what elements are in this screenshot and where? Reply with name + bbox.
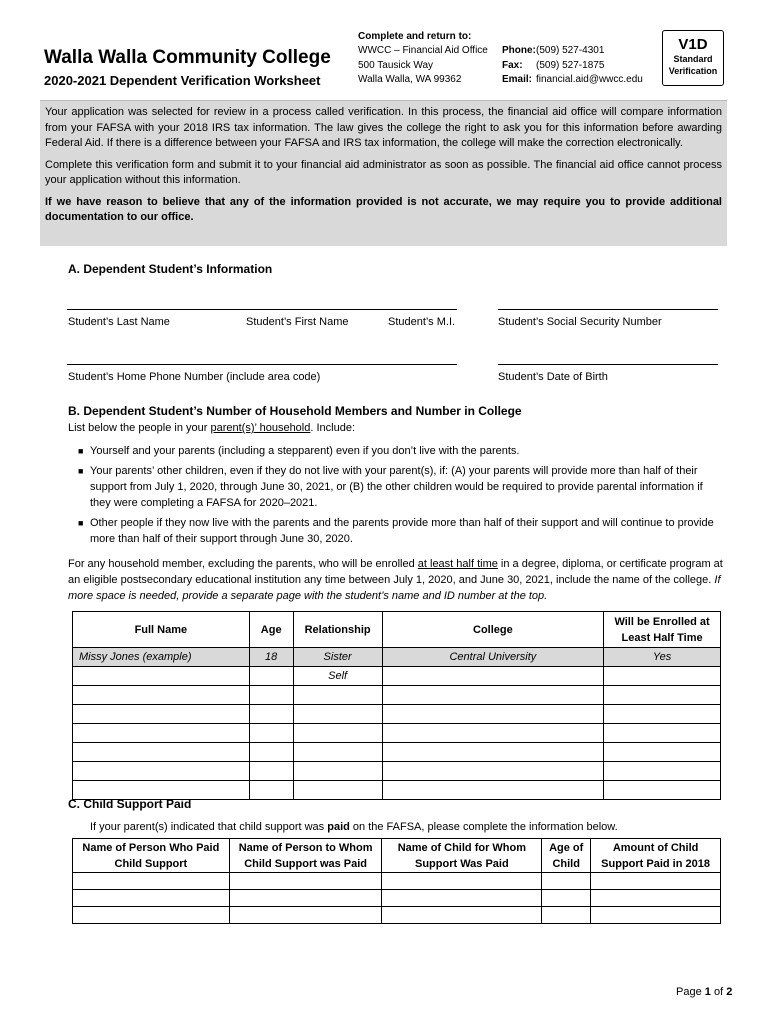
section-b-intro-pre: List below the people in your [68,422,211,434]
table-cell[interactable] [604,743,721,762]
page-number [676,986,732,998]
bullet-item [78,515,726,547]
return-office: WWCC – Financial Aid Office [358,45,488,56]
table-cell[interactable] [293,781,382,800]
dob-line[interactable] [498,364,718,365]
table-cell[interactable] [249,724,293,743]
section-c-intro-pre: If your parent(s) indicated that child support was [90,821,328,833]
return-title: Complete and return to: [358,31,472,42]
col-payer: Name of Person Who Paid Child Support [73,839,230,873]
self-cell: Self [293,667,382,686]
col-payee: Name of Person to Whom Child Support was Paid [229,839,382,873]
page-current: 1 [704,986,711,998]
table-cell[interactable] [249,686,293,705]
table-cell[interactable] [249,762,293,781]
table-cell[interactable] [73,762,250,781]
phone-value: (509) 527-4301 [536,45,605,56]
table-row [73,890,721,907]
table-cell[interactable] [542,890,591,907]
col-enrolled: Will be Enrolled at Least Half Time [604,612,721,648]
section-b-intro-underline: parent(s)’ household [210,422,311,434]
table-cell[interactable] [382,667,604,686]
section-b-title: B. Dependent Student’s Number of Household Members and Number in College [68,404,522,418]
table-cell[interactable] [293,762,382,781]
section-c-title: C. Child Support Paid [68,797,192,811]
table-cell[interactable] [382,762,604,781]
section-a-title: A. Dependent Student’s Information [68,262,273,276]
table-row [73,686,721,705]
table-cell[interactable] [382,686,604,705]
table-cell[interactable] [293,743,382,762]
table-cell[interactable] [73,873,230,890]
child-support-table [72,838,721,924]
bullet-dot-icon: ■ [78,518,84,528]
table-cell[interactable] [382,705,604,724]
dob-label: Student’s Date of Birth [498,371,608,383]
bullet-dot-icon: ■ [78,446,84,456]
section-b-intro [68,420,355,436]
col-age: Age [249,612,293,648]
college-instr-underline: at least half time [417,558,498,570]
page-total: 2 [726,986,733,998]
table-row [73,907,721,924]
email-value: financial.aid@wwcc.edu [536,74,643,85]
example-relationship: Sister [293,648,382,667]
college-name: Walla Walla Community College [44,47,331,68]
table-cell[interactable] [604,781,721,800]
table-cell[interactable] [604,667,721,686]
table-cell[interactable] [591,907,721,924]
name-line[interactable] [67,309,457,310]
first-name-label: Student’s First Name [246,316,349,328]
ssn-line[interactable] [498,309,718,310]
bullet-item [78,443,726,459]
contact-email [502,74,643,85]
household-bullets [78,443,726,551]
page-of: of [713,986,724,998]
table-cell[interactable] [382,781,604,800]
household-header-row [73,612,721,648]
bullet-text-1: Yourself and your parents (including a stepparent) even if you don’t live with the parents. [90,445,520,457]
table-cell[interactable] [229,907,382,924]
table-cell[interactable] [591,873,721,890]
table-cell[interactable] [229,873,382,890]
table-cell[interactable] [542,907,591,924]
fax-value: (509) 527-1875 [536,60,605,71]
return-street: 500 Tausick Way [358,60,434,71]
table-cell[interactable] [73,705,250,724]
bullet-item [78,463,726,511]
table-cell[interactable] [73,686,250,705]
table-cell[interactable] [293,724,382,743]
table-cell[interactable] [604,724,721,743]
last-name-label: Student’s Last Name [68,316,170,328]
contact-fax [502,60,604,71]
example-enrolled: Yes [604,648,721,667]
col-amount: Amount of Child Support Paid in 2018 [591,839,721,873]
table-cell[interactable] [293,705,382,724]
intro-paragraph-1: Your application was selected for review in a process called verification. In this process, the financial aid office will compare information from your FAFSA with your 2018 IRS tax information. The law gives the college the right to ask you for this information before awarding Federal Aid. If there is a difference between your FAFSA and IRS tax information, the college will make the correction electronically. [45,106,722,149]
example-college: Central University [382,648,604,667]
contact-phone [502,45,604,56]
table-cell[interactable] [249,667,293,686]
col-college: College [382,612,604,648]
child-support-header-row [73,839,721,873]
table-cell[interactable] [293,686,382,705]
table-cell[interactable] [604,762,721,781]
college-instr-post: in a degree, diploma, or certificate program at an eligible postsecondary educational institution any time between July 1, 2020, and June 30, 2021, include the name of the college. [68,558,723,586]
home-phone-line[interactable] [67,364,457,365]
section-b-intro-post: . Include: [310,422,356,434]
return-city: Walla Walla, WA 99362 [358,74,462,85]
verification-badge [662,30,724,86]
table-row [73,762,721,781]
table-cell[interactable] [73,890,230,907]
table-row [73,667,721,686]
table-cell[interactable] [382,873,542,890]
table-cell[interactable] [542,873,591,890]
bullet-dot-icon: ■ [78,466,84,476]
col-full-name: Full Name [73,612,250,648]
table-cell[interactable] [73,743,250,762]
table-row [73,724,721,743]
table-cell[interactable] [604,705,721,724]
table-row [73,873,721,890]
section-c-intro-bold: paid [327,821,350,833]
household-table [72,611,721,800]
table-cell[interactable] [382,890,542,907]
table-cell[interactable] [604,686,721,705]
bullet-text-3: Other people if they now live with the parents and the parents provide more than half of their support and will continue to provide more than half of their support through June 30, 2020. [90,517,714,545]
table-cell[interactable] [229,890,382,907]
ssn-label: Student’s Social Security Number [498,316,662,328]
badge-code: V1D [678,36,708,53]
phone-label: Phone: [502,45,536,56]
col-child-age: Age of Child [542,839,591,873]
intro-paragraph-2: Complete this verification form and submit it to your financial aid administrator as soon as possible. The financial aid office cannot process your application without this information. [45,158,722,186]
table-row [73,705,721,724]
college-instr-italic: If more space is needed, provide a separate page with the student’s name and ID number at the top. [68,574,721,602]
table-cell[interactable] [73,667,250,686]
table-cell[interactable] [249,705,293,724]
col-relationship: Relationship [293,612,382,648]
table-cell[interactable] [249,781,293,800]
section-c-intro [90,819,618,835]
table-row [73,743,721,762]
table-cell[interactable] [382,907,542,924]
mi-label: Student’s M.I. [388,316,456,328]
col-child-name: Name of Child for Whom Support Was Paid [382,839,542,873]
table-cell[interactable] [73,907,230,924]
worksheet-title: 2020-2021 Dependent Verification Worksheet [44,73,321,88]
intro-paragraph-3: If we have reason to believe that any of the information provided is not accurate, we may require you to provide additional documentation to our office. [45,195,722,223]
fax-label: Fax: [502,60,523,71]
college-instructions [68,556,728,604]
example-row [73,648,721,667]
example-age: 18 [249,648,293,667]
table-cell[interactable] [382,724,604,743]
intro-box [40,100,727,246]
table-cell[interactable] [591,890,721,907]
page-label: Page [676,986,702,998]
email-label: Email: [502,74,533,85]
home-phone-label: Student’s Home Phone Number (include area code) [68,371,321,383]
badge-line2: Verification [668,66,718,76]
table-cell[interactable] [73,724,250,743]
example-name: Missy Jones (example) [73,648,250,667]
badge-line1: Standard [673,54,713,64]
bullet-text-2: Your parents’ other children, even if they do not live with your parent(s), if: (A) your parents will provide more than half of their support from July 1, 2020, through June 30, 2021, or (B) the other children would be required to provide parental information if they were completing a FAFSA for 2020–2021. [90,465,703,509]
table-cell[interactable] [249,743,293,762]
section-c-intro-post: on the FAFSA, please complete the information below. [349,821,618,833]
college-instr-pre: For any household member, excluding the parents, who will be enrolled [68,558,418,570]
table-cell[interactable] [382,743,604,762]
